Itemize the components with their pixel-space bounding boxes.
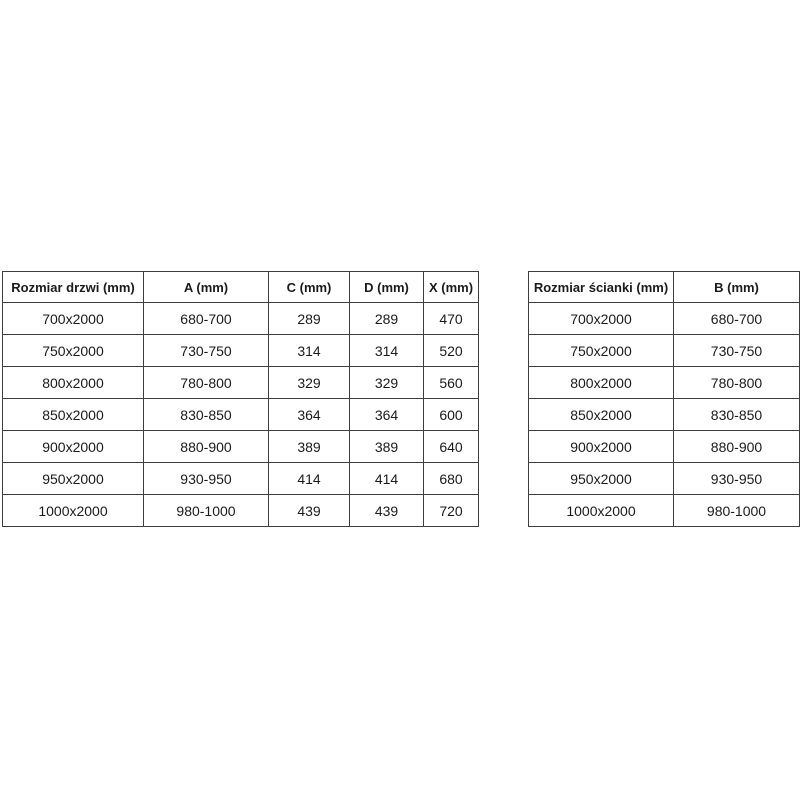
table-row [529,367,800,399]
table-cell: 314 [269,335,350,367]
table-row [529,495,800,527]
table-cell: 880-900 [674,431,800,463]
table-cell: 800x2000 [529,367,674,399]
table-cell: 730-750 [144,335,269,367]
table-row [3,367,479,399]
table-cell: 750x2000 [529,335,674,367]
table-cell: 980-1000 [674,495,800,527]
column-header: A (mm) [144,272,269,303]
table-cell: 329 [350,367,424,399]
table-cell: 700x2000 [3,303,144,335]
table-cell: 800x2000 [3,367,144,399]
table-cell: 329 [269,367,350,399]
table-cell: 850x2000 [3,399,144,431]
table-row [3,303,479,335]
table-cell: 439 [269,495,350,527]
column-header: Rozmiar ścianki (mm) [529,272,674,303]
table-cell: 680 [424,463,479,495]
table-row [3,495,479,527]
table-row [3,431,479,463]
table-cell: 950x2000 [3,463,144,495]
table-row [3,463,479,495]
table-cell: 560 [424,367,479,399]
table-cell: 640 [424,431,479,463]
table-cell: 780-800 [674,367,800,399]
table-cell: 1000x2000 [529,495,674,527]
wall-table-header-row [529,272,800,303]
table-cell: 314 [350,335,424,367]
column-header: D (mm) [350,272,424,303]
table-cell: 289 [350,303,424,335]
table-row [529,463,800,495]
table-cell: 730-750 [674,335,800,367]
table-cell: 364 [269,399,350,431]
table-cell: 364 [350,399,424,431]
table-cell: 289 [269,303,350,335]
table-cell: 830-850 [144,399,269,431]
table-cell: 439 [350,495,424,527]
table-cell: 900x2000 [3,431,144,463]
table-row [529,399,800,431]
table-cell: 520 [424,335,479,367]
table-cell: 720 [424,495,479,527]
wall-size-table [528,271,800,527]
table-cell: 880-900 [144,431,269,463]
table-cell: 389 [350,431,424,463]
table-cell: 930-950 [674,463,800,495]
table-cell: 930-950 [144,463,269,495]
table-row [3,399,479,431]
table-cell: 830-850 [674,399,800,431]
column-header: C (mm) [269,272,350,303]
table-cell: 750x2000 [3,335,144,367]
door-size-table [2,271,479,527]
door-table-header-row [3,272,479,303]
table-cell: 950x2000 [529,463,674,495]
table-cell: 1000x2000 [3,495,144,527]
table-row [529,431,800,463]
column-header: Rozmiar drzwi (mm) [3,272,144,303]
table-cell: 600 [424,399,479,431]
table-cell: 700x2000 [529,303,674,335]
table-row [529,335,800,367]
table-cell: 680-700 [144,303,269,335]
column-header: X (mm) [424,272,479,303]
table-cell: 980-1000 [144,495,269,527]
table-cell: 414 [269,463,350,495]
table-cell: 900x2000 [529,431,674,463]
table-cell: 850x2000 [529,399,674,431]
table-cell: 680-700 [674,303,800,335]
table-cell: 470 [424,303,479,335]
table-row [3,335,479,367]
table-cell: 414 [350,463,424,495]
table-cell: 780-800 [144,367,269,399]
table-row [529,303,800,335]
table-cell: 389 [269,431,350,463]
column-header: B (mm) [674,272,800,303]
